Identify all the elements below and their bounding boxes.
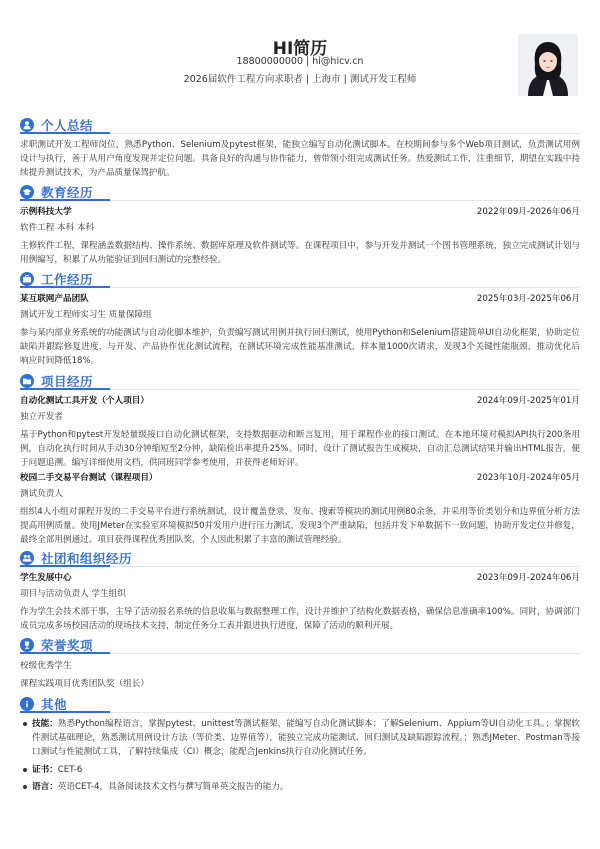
campus-header <box>20 549 580 567</box>
campus-row <box>20 571 580 585</box>
work-text: 参与某内部业务系统的功能测试与自动化脚本维护，负责编写测试用例并执行回归测试，使用Python和Selenium搭建简单UI自动化框架，协助定位缺陷并跟踪修复进度，与开发、产品协作优化测试流程，在测试环境完成性能基准测试，样本量1000次请求，发现3个关键性能瓶颈，推动优化后响应时间降低18%。 <box>20 328 580 367</box>
graduation-cap-icon <box>20 185 34 199</box>
summary-text: 求职测试开发工程师岗位，熟悉Python、Selenium及pytest框架，能独立编写自动化测试脚本。在校期间参与多个Web项目测试，负责测试用例设计与执行，善于从用户角度发现并定位问题。具备良好的沟通与协作能力，曾带领小组完成测试任务。热爱测试工作，注重细节，期望在实践中持续提升测试技术，为产品质量保驾护航。 <box>20 140 580 179</box>
summary-header <box>20 116 580 134</box>
summary-section <box>20 116 580 181</box>
section-accent-line <box>20 711 110 713</box>
campus-text: 作为学生会技术部干事，主导了活动报名系统的信息收集与数据整理工作，设计并维护了结构化数据表格，确保信息准确率100%。同时，协调部门成员完成多场校园活动的现场技术支持，制定任务分工表并跟进执行进度，保障了活动的顺利开展。 <box>20 607 580 632</box>
work-date: 2025年03月-2025年06月 <box>476 294 580 304</box>
project-name: 自动化测试工具开发（个人项目） <box>20 396 149 406</box>
item-text: 熟悉Python编程语言，掌握pytest、unittest等测试框架，能编写自动化测试脚本；了解Selenium、Appium等UI自动化工具。；掌握软件测试基础理论，熟悉测试用例设计方法（等价类、边界值等），能独立完成功能测试、回归测试及缺陷跟踪流程。；熟悉JMeter、Postman等接口测试与性能测试工具，了解持续集成（CI）概念，能配合Jenkins执行自动化测试任务。 <box>32 719 580 758</box>
person-icon <box>20 118 34 132</box>
contact-info: 18800000000 | hi@hicv.cn <box>236 56 364 67</box>
projects-header <box>20 372 580 390</box>
others-header <box>20 695 580 713</box>
honor-item: 课程实践项目优秀团队奖（组长） <box>20 679 149 689</box>
campus-section <box>20 549 580 633</box>
item-label: 证书： <box>32 764 58 775</box>
work-header <box>20 270 580 288</box>
section-accent-line <box>20 286 110 288</box>
work-row <box>20 292 580 306</box>
section-title: 其他 <box>41 696 68 712</box>
project-role: 独立开发者 <box>20 412 63 422</box>
section-title: 工作经历 <box>41 271 94 287</box>
others-section <box>20 695 580 797</box>
list-item <box>20 780 580 794</box>
project-date: 2023年10月-2024年05月 <box>476 472 580 483</box>
section-title: 个人总结 <box>41 117 94 133</box>
education-major: 软件工程 本科 本科 <box>20 223 95 233</box>
work-role: 测试开发工程师实习生 质量保障组 <box>20 310 152 320</box>
honors-header <box>20 636 580 654</box>
resume-header <box>0 0 600 110</box>
education-section <box>20 183 580 267</box>
honors-section <box>20 636 580 691</box>
project-name: 校园二手交易平台测试（课程项目） <box>20 472 158 483</box>
company-name: 某互联网产品团队 <box>20 294 89 304</box>
school-name: 示例科技大学 <box>20 207 72 217</box>
item-label: 技能： <box>32 719 58 729</box>
section-accent-line <box>20 132 110 134</box>
section-title: 项目经历 <box>41 373 94 389</box>
profile-photo <box>518 34 578 96</box>
group-icon <box>20 551 34 565</box>
education-text: 主修软件工程，课程涵盖数据结构、操作系统、数据库原理及软件测试等。在课程项目中，参与开发并测试一个图书管理系统，独立完成测试计划与用例编写，积累了从功能验证到回归测试的完整经验。 <box>20 241 580 266</box>
item-text: 英语CET-4，具备阅读技术文档与撰写简单英文报告的能力。 <box>57 781 289 792</box>
item-label: 语言： <box>32 781 58 792</box>
project-role: 测试负责人 <box>20 488 63 499</box>
section-title: 教育经历 <box>41 184 94 200</box>
org-name: 学生发展中心 <box>20 573 72 583</box>
honor-item: 校级优秀学生 <box>20 661 72 671</box>
others-list <box>20 717 580 794</box>
job-intent: 2026届软件工程方向求职者 | 上海市 | 测试开发工程师 <box>183 74 417 85</box>
section-accent-line <box>20 199 110 201</box>
projects-section <box>20 372 580 547</box>
project-text: 组织4人小组对课程开发的二手交易平台进行系统测试，设计覆盖登录、发布、搜索等模块的测试用例80余条，并采用等价类划分和边界值分析方法提高用例质量。使用JMeter在实验室环境模拟50并发用户进行压力测试，发现3个严重缺陷，包括并发下单数据不一致问题，协助开发定位并修复，最终全部用例通过。项目获得课程优秀团队奖，个人因此积累了丰富的测试管理经验。 <box>20 506 580 546</box>
campus-date: 2023年09月-2024年06月 <box>476 573 580 583</box>
trophy-icon <box>20 638 34 652</box>
project-row <box>20 394 580 408</box>
briefcase-icon <box>20 272 34 286</box>
education-date: 2022年09月-2026年06月 <box>476 207 580 217</box>
project-row <box>20 471 580 485</box>
list-item <box>20 763 580 777</box>
folder-icon <box>20 374 34 388</box>
work-section <box>20 270 580 369</box>
education-row <box>20 205 580 219</box>
section-accent-line <box>20 565 110 567</box>
education-header <box>20 183 580 201</box>
section-title: 社团和组织经历 <box>41 550 133 566</box>
section-accent-line <box>20 652 110 654</box>
section-title: 荣誉奖项 <box>41 637 94 653</box>
section-accent-line <box>20 388 110 390</box>
project-date: 2024年09月-2025年01月 <box>476 396 580 406</box>
project-text: 基于Python和pytest开发轻量级接口自动化测试框架，支持数据驱动和断言复用，用于课程作业的接口测试。在本地环境对模拟API执行200条用例，自动化执行时间从手动30分钟缩短至2分钟，缺陷检出率提升25%。同时，设计了测试报告生成模块，自动汇总测试结果并输出HTML报告，便于问题追溯。编写详细使用文档，供同班同学参考使用，并获得老师好评。 <box>20 430 580 469</box>
info-icon <box>20 697 34 711</box>
item-text: CET-6 <box>57 764 83 775</box>
list-item <box>20 717 580 760</box>
candidate-name: HI简历 <box>272 39 328 59</box>
campus-role: 项目与活动负责人 学生组织 <box>20 589 126 599</box>
